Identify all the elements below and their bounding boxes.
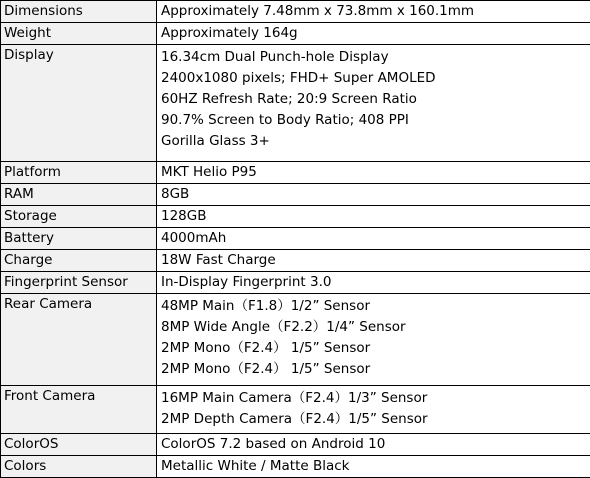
value-line: 2MP Mono（F2.4） 1/5” Sensor [161, 359, 586, 380]
table-row [1, 386, 590, 434]
value-line: 8GB [161, 184, 586, 205]
value-line: ColorOS 7.2 based on Android 10 [161, 434, 586, 455]
row-label: Front Camera [1, 386, 157, 434]
row-value [157, 162, 590, 184]
value-line: 60HZ Refresh Rate; 20:9 Screen Ratio [161, 89, 586, 110]
row-value [157, 294, 590, 386]
value-line: 4000mAh [161, 228, 586, 249]
table-row [1, 250, 590, 272]
value-line: Approximately 164g [161, 23, 586, 44]
table-row [1, 434, 590, 456]
row-label: Fingerprint Sensor [1, 272, 157, 294]
table-row [1, 456, 590, 478]
value-line: 16MP Main Camera（F2.4）1/3” Sensor [161, 388, 586, 409]
value-line: 48MP Main（F1.8）1/2” Sensor [161, 296, 586, 317]
value-line: 2MP Mono（F2.4） 1/5” Sensor [161, 338, 586, 359]
row-value [157, 23, 590, 45]
row-label: Storage [1, 206, 157, 228]
row-value [157, 228, 590, 250]
row-label: Display [1, 45, 157, 162]
table-row [1, 45, 590, 162]
value-line: 90.7% Screen to Body Ratio; 408 PPI [161, 110, 586, 131]
row-label: Dimensions [1, 1, 157, 23]
value-line: Approximately 7.48mm x 73.8mm x 160.1mm [161, 1, 586, 22]
table-row [1, 23, 590, 45]
row-value [157, 272, 590, 294]
value-line: Metallic White / Matte Black [161, 456, 586, 477]
table-row [1, 272, 590, 294]
row-value [157, 434, 590, 456]
value-line: MKT Helio P95 [161, 162, 586, 183]
row-label: Colors [1, 456, 157, 478]
row-value [157, 1, 590, 23]
row-label: ColorOS [1, 434, 157, 456]
value-line: 2MP Depth Camera（F2.4）1/5” Sensor [161, 409, 586, 430]
value-line: 2400x1080 pixels; FHD+ Super AMOLED [161, 68, 586, 89]
row-value [157, 386, 590, 434]
row-value [157, 184, 590, 206]
value-line: In-Display Fingerprint 3.0 [161, 272, 586, 293]
row-label: Battery [1, 228, 157, 250]
row-label: Platform [1, 162, 157, 184]
value-line: 128GB [161, 206, 586, 227]
value-line: 18W Fast Charge [161, 250, 586, 271]
table-row [1, 228, 590, 250]
row-label: RAM [1, 184, 157, 206]
row-label: Rear Camera [1, 294, 157, 386]
row-value [157, 250, 590, 272]
value-line: 16.34cm Dual Punch-hole Display [161, 47, 586, 68]
row-value [157, 45, 590, 162]
row-value [157, 456, 590, 478]
table-row [1, 206, 590, 228]
value-line: 8MP Wide Angle（F2.2）1/4” Sensor [161, 317, 586, 338]
table-row [1, 162, 590, 184]
row-label: Weight [1, 23, 157, 45]
value-line: Gorilla Glass 3+ [161, 131, 586, 152]
table-row [1, 1, 590, 23]
row-label: Charge [1, 250, 157, 272]
table-row [1, 184, 590, 206]
row-value [157, 206, 590, 228]
table-row [1, 294, 590, 386]
